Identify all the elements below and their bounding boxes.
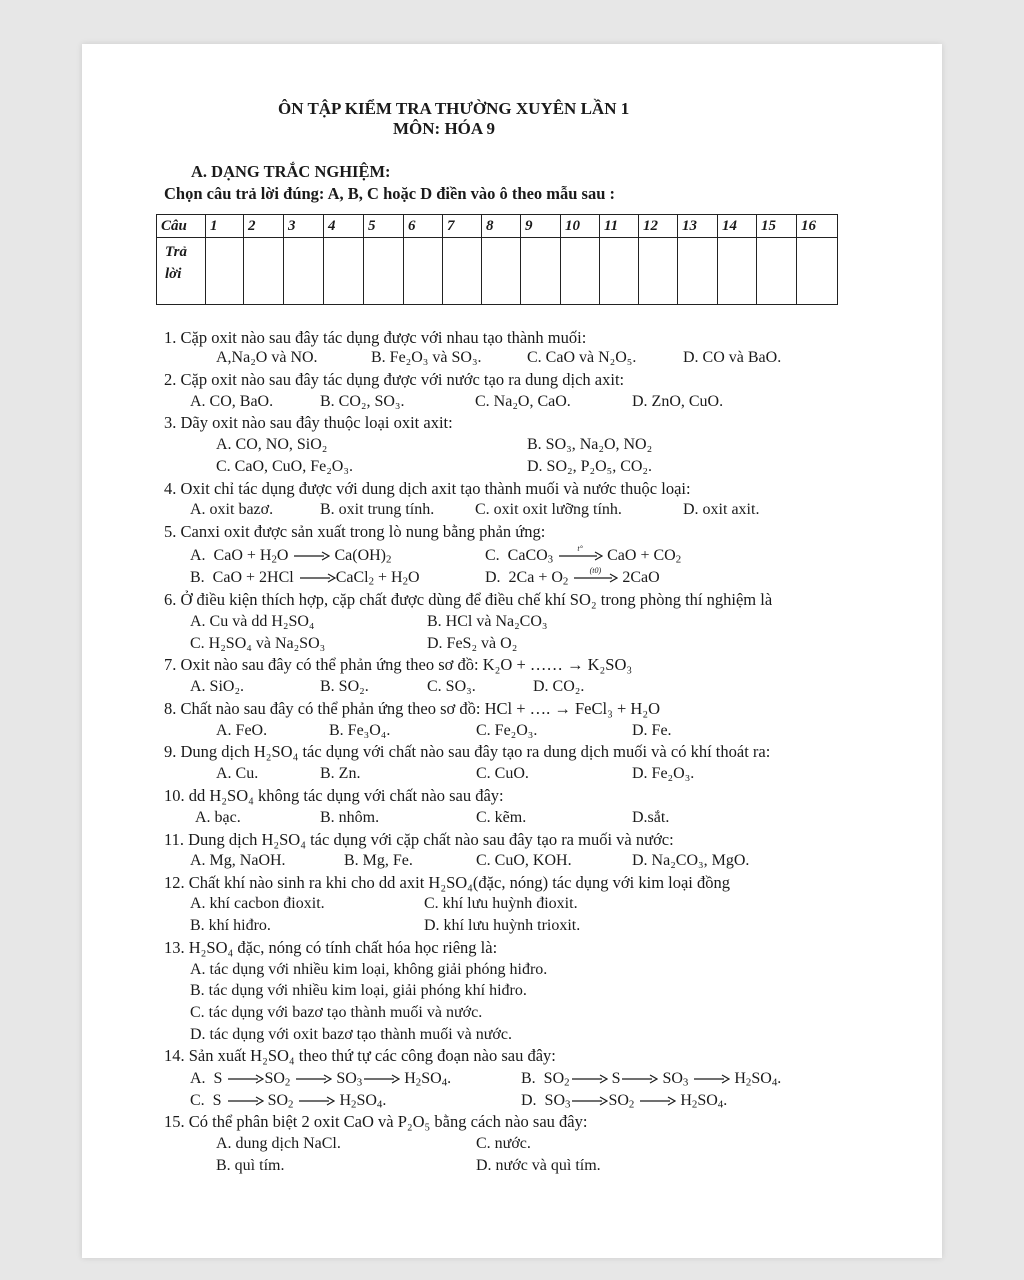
reaction-arrow-icon	[570, 1096, 608, 1106]
answer-table-row-label: Câu	[157, 215, 206, 238]
reaction-arrow-icon	[362, 1074, 400, 1084]
question-3-option-d: D. SO₂, P₂O₅, CO₂.	[527, 458, 652, 475]
reaction-arrow-icon	[692, 1074, 730, 1084]
question-5-option-b: B. CaO + 2HCl CaCl$_2$ + $H_2O$	[190, 569, 420, 588]
reaction-arrow-icon	[226, 1096, 264, 1106]
reaction-arrow-icon	[620, 1074, 658, 1084]
question-14-option-b: B. $SO_2$ S $SO_3$ $H_2SO_4$.	[521, 1070, 782, 1089]
answer-table-answer-label: Trả lời	[157, 238, 206, 305]
question-13-option-d: D. tác dụng với oxit bazơ tạo thành muối và nước.	[190, 1026, 512, 1043]
question-14-option-c: C. S $SO_2$ $H_2SO_4$.	[190, 1092, 387, 1111]
question-14-stem: 14. Sản xuất H₂SO₄ theo thứ tự các công đoạn nào sau đây:	[164, 1046, 556, 1065]
question-8-option-b: B. Fe₃O₄.	[329, 722, 391, 739]
reaction-arrow-icon: t°	[557, 551, 603, 561]
question-1-option-b: B. Fe₂O₃ và SO₃.	[371, 349, 482, 366]
answer-table-number: 13	[678, 215, 718, 238]
question-2-option-d: D. ZnO, CuO.	[632, 393, 724, 410]
question-5-option-d: D. $2Ca + O_2$ (t0) 2CaO	[485, 566, 660, 588]
question-10-option-c: C. kẽm.	[476, 809, 527, 826]
question-13-stem: 13. H₂SO₄ đặc, nóng có tính chất hóa học riêng là:	[164, 938, 498, 957]
section-heading: A. DẠNG TRẮC NGHIỆM:	[191, 162, 391, 181]
answer-table-number: 10	[561, 215, 600, 238]
answer-table-number: 9	[521, 215, 561, 238]
question-2-option-a: A. CO, BaO.	[190, 393, 274, 410]
answer-cell[interactable]	[718, 238, 757, 305]
question-12-option-a: A. khí cacbon đioxit.	[190, 895, 325, 912]
subject-title: MÔN: HÓA 9	[393, 119, 495, 138]
question-14-option-a: A. S $SO_2$ $SO_3$ $H_2SO_4$.	[190, 1070, 452, 1089]
answer-table-number: 15	[757, 215, 797, 238]
answer-cell[interactable]	[244, 238, 284, 305]
question-10-stem: 10. dd H₂SO₄ không tác dụng với chất nào sau đây:	[164, 786, 504, 805]
question-12-option-d: D. khí lưu huỳnh trioxit.	[424, 917, 581, 934]
question-15-option-b: B. quì tím.	[216, 1157, 285, 1174]
question-7-option-c: C. SO₃.	[427, 678, 476, 695]
answer-cell[interactable]	[324, 238, 364, 305]
question-9-option-c: C. CuO.	[476, 765, 529, 782]
answer-table-number: 4	[324, 215, 364, 238]
answer-cell[interactable]	[482, 238, 521, 305]
reaction-arrow-icon	[297, 1096, 335, 1106]
reaction-arrow-icon	[292, 551, 330, 561]
question-7-option-d: D. CO₂.	[533, 678, 585, 695]
reaction-arrow-icon	[570, 1074, 608, 1084]
question-13-option-c: C. tác dụng với bazơ tạo thành muối và nước.	[190, 1004, 483, 1021]
answer-table-number: 5	[364, 215, 404, 238]
answer-table-number: 16	[797, 215, 838, 238]
question-13-option-a: A. tác dụng với nhiều kim loại, không giải phóng hiđro.	[190, 961, 548, 978]
question-14-option-d: D. $SO_3$ $SO_2$ $H_2SO_4$.	[521, 1092, 728, 1111]
instruction-text: Chọn câu trả lời đúng: A, B, C hoặc D điền vào ô theo mẫu sau :	[164, 184, 616, 203]
answer-table-number: 3	[284, 215, 324, 238]
reaction-arrow-icon	[298, 573, 336, 583]
answer-table-number: 2	[244, 215, 284, 238]
question-4-option-b: B. oxit trung tính.	[320, 501, 435, 518]
exam-page	[82, 44, 942, 1258]
answer-cell[interactable]	[600, 238, 639, 305]
question-10-option-a: A. bạc.	[195, 809, 241, 826]
question-8-option-a: A. FeO.	[216, 722, 268, 739]
reaction-arrow-icon	[294, 1074, 332, 1084]
question-1-stem: 1. Cặp oxit nào sau đây tác dụng được với nhau tạo thành muối:	[164, 328, 587, 347]
question-1-option-c: C. CaO và N₂O₅.	[527, 349, 637, 366]
answer-table-number: 6	[404, 215, 443, 238]
question-15-option-d: D. nước và quì tím.	[476, 1157, 601, 1174]
page-title: ÔN TẬP KIỂM TRA THƯỜNG XUYÊN LẦN 1	[278, 99, 630, 118]
question-1-option-a: A,Na₂O và NO.	[216, 349, 318, 366]
question-11-option-d: D. Na₂CO₃, MgO.	[632, 852, 750, 869]
question-3-stem: 3. Dãy oxit nào sau đây thuộc loại oxit axit:	[164, 413, 453, 432]
answer-table-number: 11	[600, 215, 639, 238]
question-10-option-b: B. nhôm.	[320, 809, 380, 826]
answer-table-number: 8	[482, 215, 521, 238]
question-4-option-a: A. oxit bazơ.	[190, 501, 274, 518]
question-15-stem: 15. Có thể phân biệt 2 oxit CaO và P₂O₅ bằng cách nào sau đây:	[164, 1112, 588, 1131]
answer-cell[interactable]	[797, 238, 838, 305]
answer-cell[interactable]	[757, 238, 797, 305]
question-9-stem: 9. Dung dịch H₂SO₄ tác dụng với chất nào sau đây tạo ra dung dịch muối và có khí thoát ra:	[164, 742, 771, 761]
question-1-option-d: D. CO và BaO.	[683, 349, 782, 366]
answer-cell[interactable]	[678, 238, 718, 305]
answer-cell[interactable]	[443, 238, 482, 305]
answer-cell[interactable]	[364, 238, 404, 305]
question-15-option-a: A. dung dịch NaCl.	[216, 1135, 341, 1152]
question-4-stem: 4. Oxit chỉ tác dụng được với dung dịch axit tạo thành muối và nước thuộc loại:	[164, 479, 691, 498]
question-11-option-a: A. Mg, NaOH.	[190, 852, 286, 869]
question-12-option-c: C. khí lưu huỳnh đioxit.	[424, 895, 578, 912]
question-9-option-b: B. Zn.	[320, 765, 361, 782]
question-12-stem: 12. Chất khí nào sinh ra khi cho dd axit H₂SO₄(đặc, nóng) tác dụng với kim loại đồng	[164, 873, 731, 892]
answer-table	[156, 214, 838, 305]
question-13-option-b: B. tác dụng với nhiều kim loại, giải phóng khí hiđro.	[190, 982, 527, 999]
question-11-stem: 11. Dung dịch H₂SO₄ tác dụng với cặp chất nào sau đây tạo ra muối và nước:	[164, 830, 674, 849]
question-8-option-d: D. Fe.	[632, 722, 672, 739]
question-4-option-c: C. oxit oxit lưỡng tính.	[475, 501, 622, 518]
question-3-option-a: A. CO, NO, SiO₂	[216, 436, 328, 453]
question-8-stem: 8. Chất nào sau đây có thể phản ứng theo sơ đồ: HCl + …. → FeCl₃ + H₂O	[164, 699, 660, 718]
question-10-option-d: D.sắt.	[632, 809, 670, 826]
question-2-stem: 2. Cặp oxit nào sau đây tác dụng được với nước tạo ra dung dịch axit:	[164, 370, 625, 389]
answer-table-number: 7	[443, 215, 482, 238]
answer-cell[interactable]	[284, 238, 324, 305]
question-6-option-a: A. Cu và dd H₂SO₄	[190, 613, 315, 630]
question-9-option-a: A. Cu.	[216, 765, 259, 782]
answer-table-number: 12	[639, 215, 678, 238]
question-7-stem: 7. Oxit nào sau đây có thể phản ứng theo sơ đồ: K₂O + …… → K₂SO₃	[164, 655, 633, 674]
answer-table-number: 14	[718, 215, 757, 238]
reaction-arrow-icon: (t0)	[572, 573, 618, 583]
answer-cell[interactable]	[206, 238, 244, 305]
question-9-option-d: D. Fe₂O₃.	[632, 765, 695, 782]
reaction-arrow-icon	[638, 1096, 676, 1106]
question-6-option-b: B. HCl và Na₂CO₃	[427, 613, 548, 630]
question-8-option-c: C. Fe₂O₃.	[476, 722, 538, 739]
question-4-option-d: D. oxit axit.	[683, 501, 760, 518]
question-6-option-d: D. FeS₂ và O₂	[427, 635, 518, 652]
question-6-stem: 6. Ở điều kiện thích hợp, cặp chất được dùng để điều chế khí SO₂ trong phòng thí nghiệm là	[164, 590, 773, 609]
answer-cell[interactable]	[404, 238, 443, 305]
answer-table-number: 1	[206, 215, 244, 238]
question-11-option-b: B. Mg, Fe.	[344, 852, 413, 869]
answer-cell[interactable]	[639, 238, 678, 305]
question-7-option-a: A. SiO₂.	[190, 678, 245, 695]
question-5-stem: 5. Canxi oxit được sản xuất trong lò nung bằng phản ứng:	[164, 522, 546, 541]
answer-cell[interactable]	[561, 238, 600, 305]
question-12-option-b: B. khí hiđro.	[190, 917, 271, 934]
question-6-option-c: C. H₂SO₄ và Na₂SO₃	[190, 635, 326, 652]
question-3-option-c: C. CaO, CuO, Fe₂O₃.	[216, 458, 353, 475]
reaction-arrow-icon	[226, 1074, 264, 1084]
question-7-option-b: B. SO₂.	[320, 678, 369, 695]
answer-cell[interactable]	[521, 238, 561, 305]
question-3-option-b: B. SO₃, Na₂O, NO₂	[527, 436, 653, 453]
question-2-option-c: C. Na₂O, CaO.	[475, 393, 571, 410]
question-5-option-a: A. CaO + $H_2O$ $Ca(OH)_2$	[190, 547, 392, 566]
question-2-option-b: B. CO₂, SO₃.	[320, 393, 405, 410]
question-11-option-c: C. CuO, KOH.	[476, 852, 572, 869]
question-15-option-c: C. nước.	[476, 1135, 531, 1152]
question-5-option-c: C. CaCO$_3$ t° CaO + $CO_2$	[485, 544, 682, 566]
